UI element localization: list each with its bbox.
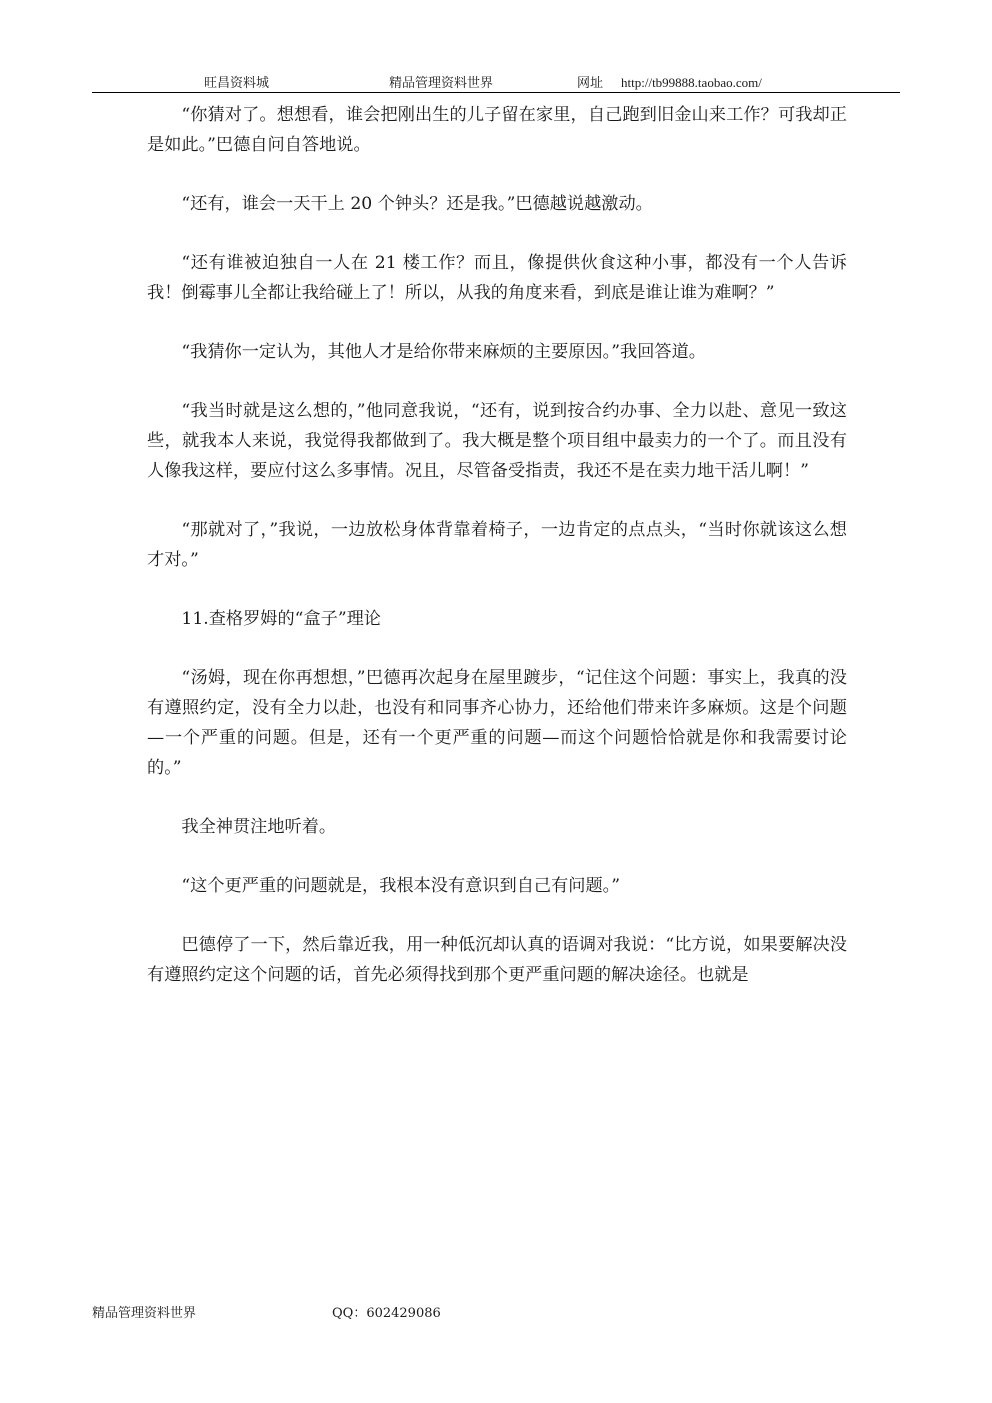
header-website-label: 网址	[577, 76, 604, 91]
paragraph: 我全神贯注地听着。	[181, 817, 337, 837]
header-website-url[interactable]: http://tb99888.taobao.com/	[621, 75, 762, 90]
page-header	[92, 70, 900, 93]
paragraph: “汤姆，现在你再想想，”巴德再次起身在屋里踱步，“记住这个问题：事实上，我真的没有遵照约定，没有全力以赴，也没有和同事齐心协力，还给他们带来许多麻烦。这是个问题—一个严重的问题。但是，还有一个更严重的问题—而这个问题恰恰就是你和我需要讨论的。”	[147, 668, 847, 778]
footer-qq: QQ：602429086	[332, 1306, 441, 1321]
section-heading: 11.查格罗姆的“盒子”理论	[181, 609, 381, 629]
header-subtitle: 精品管理资料世界	[389, 76, 494, 91]
header-site-name: 旺昌资料城	[204, 76, 270, 91]
paragraph: “我猜你一定认为，其他人才是给你带来麻烦的主要原因。”我回答道。	[181, 342, 706, 362]
paragraph: 巴德停了一下，然后靠近我，用一种低沉却认真的语调对我说：“比方说，如果要解决没有遵照约定这个问题的话，首先必须得找到那个更严重问题的解决途径。也就是	[147, 935, 847, 985]
paragraph: “这个更严重的问题就是，我根本没有意识到自己有问题。”	[181, 876, 621, 896]
document-body	[147, 100, 847, 990]
paragraph: “你猜对了。想想看，谁会把刚出生的儿子留在家里，自己跑到旧金山来工作？可我却正是如此。”巴德自问自答地说。	[147, 105, 847, 155]
paragraph: “那就对了，”我说，一边放松身体背靠着椅子，一边肯定的点点头，“当时你就该这么想才对。”	[147, 520, 847, 570]
header-website	[577, 72, 762, 91]
paragraph: “我当时就是这么想的，”他同意我说，“还有，说到按合约办事、全力以赴、意见一致这些，就我本人来说，我觉得我都做到了。我大概是整个项目组中最卖力的一个了。而且没有人像我这样，要应付这么多事情。况且，尽管备受指责，我还不是在卖力地干活儿啊！”	[147, 401, 847, 481]
paragraph: “还有，谁会一天干上 20 个钟头？还是我。”巴德越说越激动。	[181, 194, 653, 214]
page-footer	[92, 1302, 441, 1321]
paragraph: “还有谁被迫独自一人在 21 楼工作？而且，像提供伙食这种小事，都没有一个人告诉我！倒霉事儿全都让我给碰上了！所以，从我的角度来看，到底是谁让谁为难啊？”	[147, 253, 847, 303]
footer-site-name: 精品管理资料世界	[92, 1306, 197, 1321]
